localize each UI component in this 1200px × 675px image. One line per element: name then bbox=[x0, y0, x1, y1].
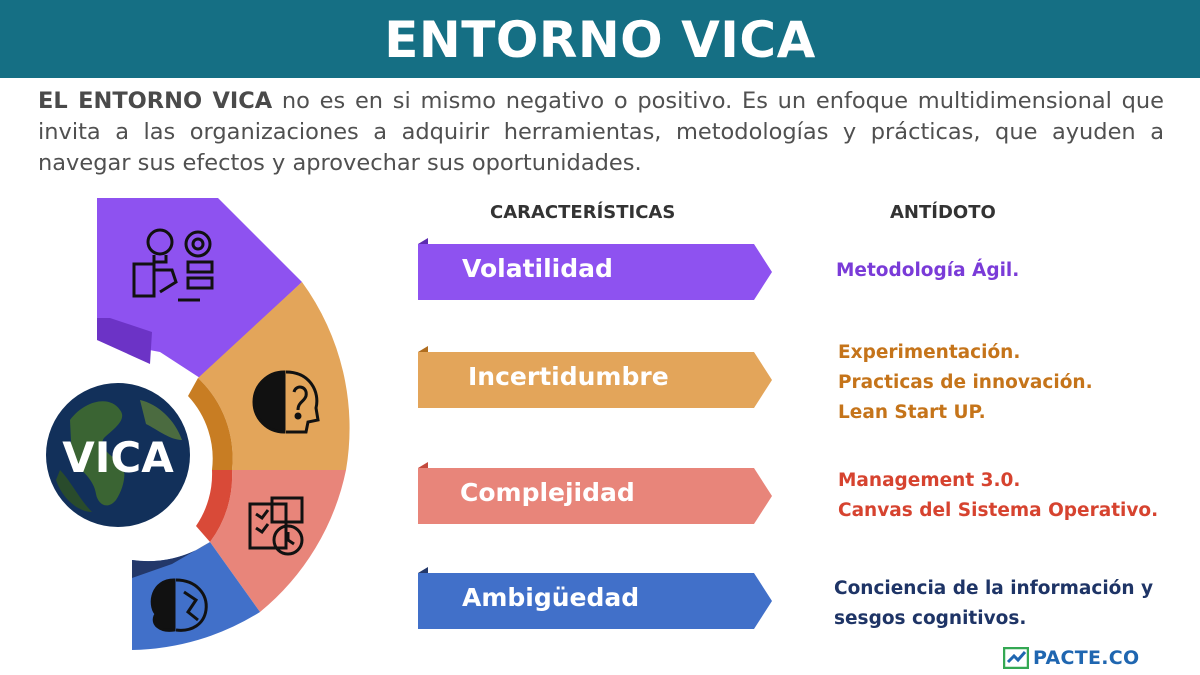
antidote-complejidad bbox=[838, 466, 1158, 526]
characteristic-arrow-incertidumbre bbox=[418, 346, 774, 402]
characteristics-heading: CARACTERÍSTICAS bbox=[490, 202, 676, 223]
antidote-line: Management 3.0. bbox=[838, 470, 1021, 491]
antidote-line: Lean Start UP. bbox=[838, 402, 986, 423]
antidote-line: Canvas del Sistema Operativo. bbox=[838, 500, 1159, 521]
characteristic-arrow-volatilidad bbox=[418, 238, 774, 294]
characteristic-arrow-complejidad bbox=[418, 462, 774, 518]
characteristic-label: Incertidumbre bbox=[468, 362, 669, 391]
antidote-line: Conciencia de la información y bbox=[834, 578, 1154, 599]
logo-text-tld: .CO bbox=[1101, 647, 1140, 669]
page-title: ENTORNO VICA bbox=[384, 11, 816, 69]
antidote-line: Metodología Ágil. bbox=[836, 260, 1020, 281]
characteristic-label: Ambigüedad bbox=[462, 583, 640, 612]
antidote-heading: ANTÍDOTO bbox=[890, 202, 996, 223]
logo-text bbox=[1033, 647, 1140, 669]
antidote-line: Experimentación. bbox=[838, 342, 1021, 363]
characteristic-arrow-ambiguedad bbox=[418, 567, 774, 623]
header-bar bbox=[0, 0, 1200, 78]
characteristic-label: Complejidad bbox=[460, 478, 635, 507]
characteristic-label: Volatilidad bbox=[462, 254, 613, 283]
globe-label: VICA bbox=[62, 433, 174, 482]
vica-arc-graphic bbox=[0, 190, 400, 660]
antidote-volatilidad bbox=[836, 256, 1019, 286]
intro-paragraph bbox=[38, 86, 1164, 179]
pacte-logo bbox=[1003, 645, 1140, 671]
antidote-line: Practicas de innovación. bbox=[838, 372, 1093, 393]
intro-lead: EL ENTORNO VICA bbox=[38, 88, 273, 114]
chart-check-icon bbox=[1003, 647, 1029, 669]
antidote-incertidumbre bbox=[838, 338, 1093, 428]
logo-text-main: PACTE bbox=[1033, 647, 1102, 669]
intro-text: no es en si mismo negativo o positivo. Es un enfoque multidimensional que invita a las organizaciones a adquirir herramientas, metodologías y prácticas, que ayuden a navegar sus efectos y aprovechar sus oportunidades. bbox=[38, 88, 1164, 176]
antidote-line: sesgos cognitivos. bbox=[834, 608, 1027, 629]
antidote-ambiguedad bbox=[834, 574, 1153, 634]
